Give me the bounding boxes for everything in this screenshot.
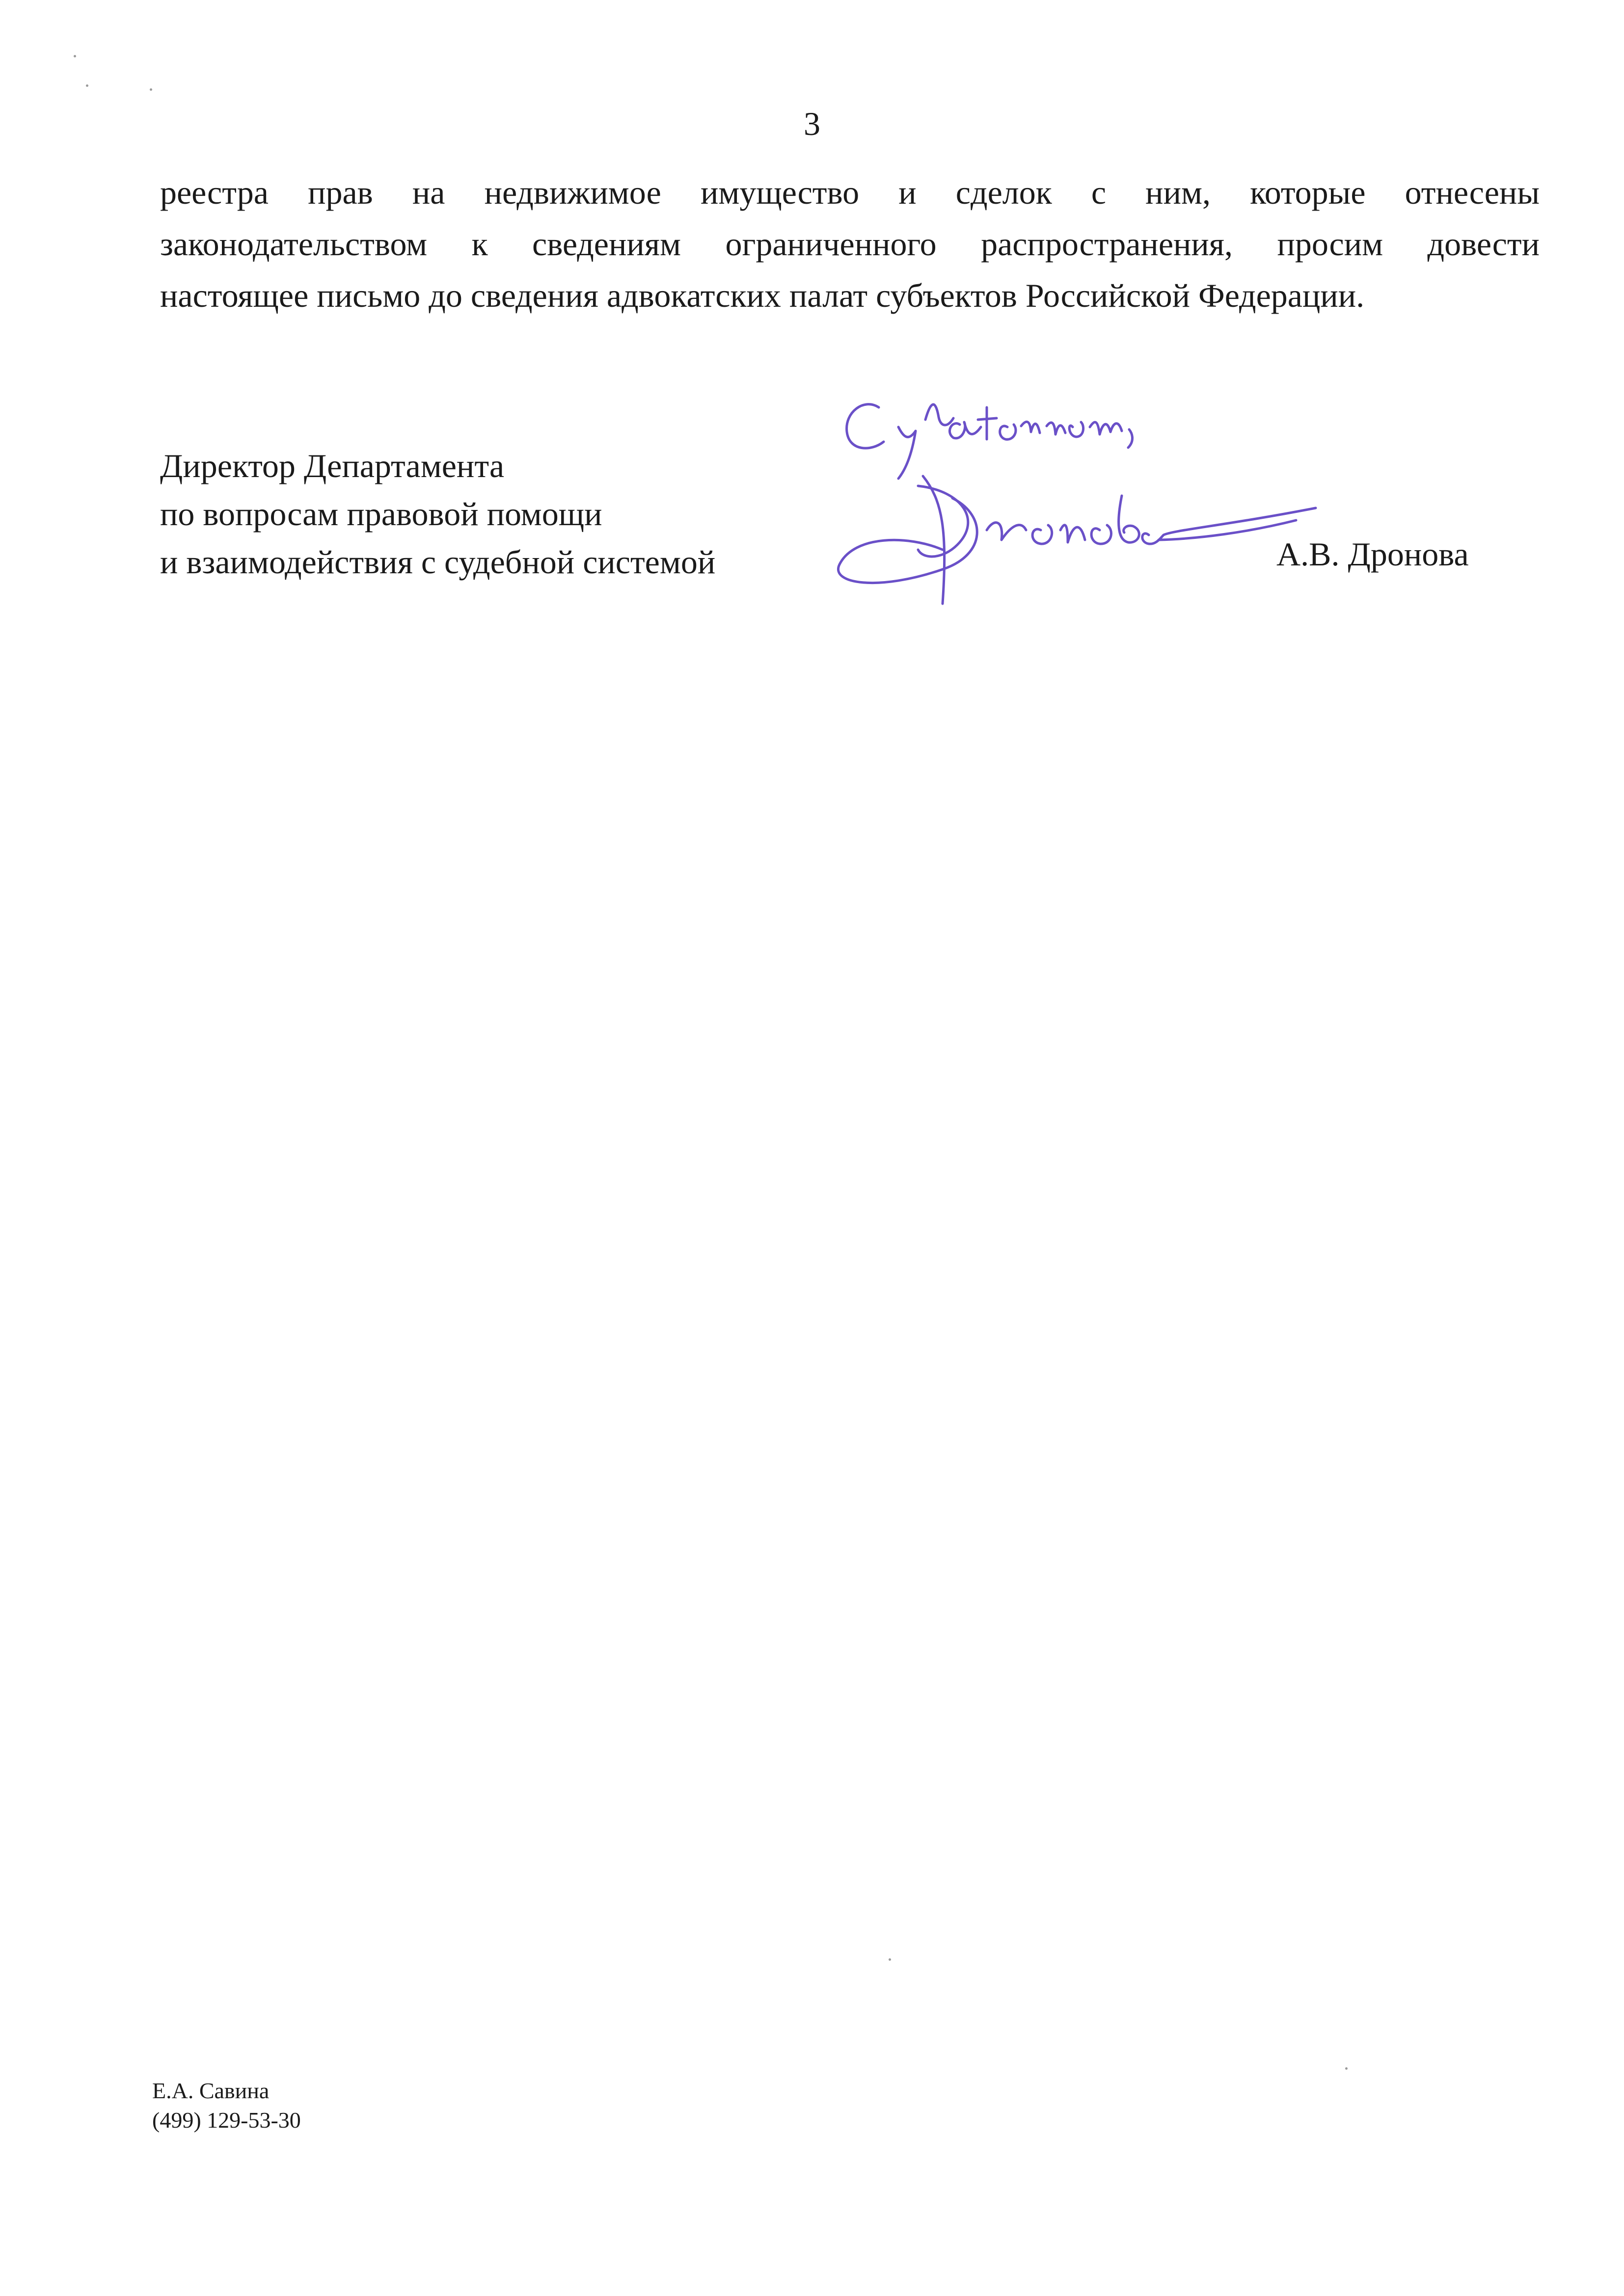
scan-speck (86, 84, 88, 87)
executor-name: Е.А. Савина (152, 2078, 270, 2103)
signatory-name: А.В. Дронова (1276, 535, 1469, 573)
position-line: по вопросам правовой помощи (160, 495, 602, 533)
scan-speck (150, 88, 152, 91)
position-line: Директор Департамента (160, 447, 505, 484)
signatory-position (160, 442, 715, 586)
page-number: 3 (804, 105, 820, 142)
scan-speck (74, 55, 76, 57)
body-line: реестра прав на недвижимое имущество и сделок с ним, которые отнесены (160, 174, 1540, 211)
body-line: настоящее письмо до сведения адвокатских палат субъектов Российской Федерации. (160, 277, 1365, 314)
scan-speck (1345, 2067, 1348, 2070)
body-line: законодательством к сведениям ограниченного распространения, просим довести (160, 225, 1540, 263)
executor-info (152, 2076, 301, 2135)
executor-phone: (499) 129-53-30 (152, 2108, 301, 2133)
position-line: и взаимодействия с судебной системой (160, 543, 716, 581)
body-paragraph (160, 167, 1540, 321)
handwritten-signature (825, 373, 1335, 618)
scan-speck (889, 1958, 891, 1961)
